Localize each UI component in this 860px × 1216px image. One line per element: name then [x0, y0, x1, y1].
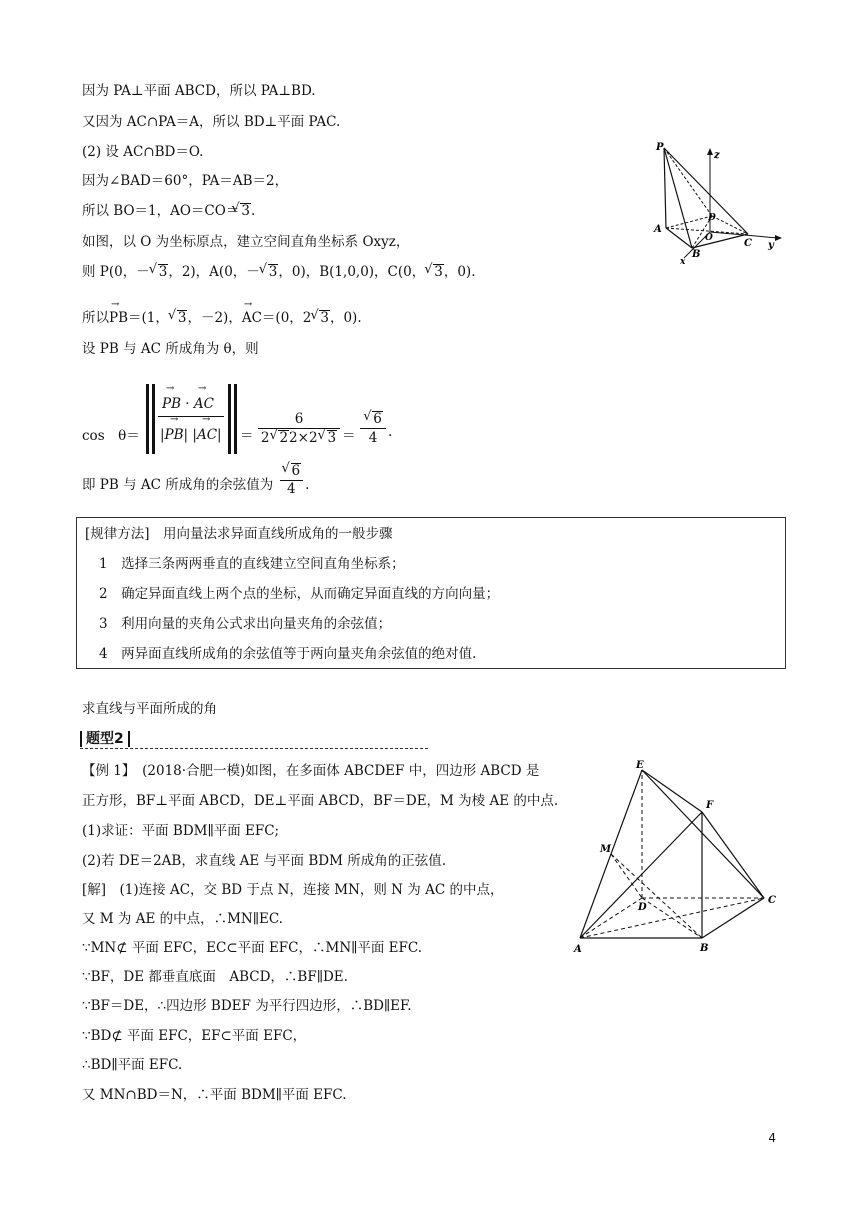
svg-text:B: B: [700, 943, 709, 954]
method-step: 2 确定异面直线上两个点的坐标，从而确定异面直线的方向向量；: [99, 586, 500, 602]
coordinates-line: 则 P(0，－√ 3，2)，A(0，－√ 3，0)，B(1,0,0)，C(0，√ 3，0).: [82, 263, 476, 281]
text-line: 因为 PA⊥平面 ABCD，所以 PA⊥BD.: [82, 83, 316, 99]
example-line: 正方形，BF⊥平面 ABCD，DE⊥平面 ABCD，BF＝DE，M 为棱 AE 的中点.: [82, 793, 559, 809]
method-box-title: [规律方法] 用向量法求异面直线所成角的一般步骤: [85, 526, 393, 542]
abs-bar-right: [228, 384, 231, 454]
text-line: 又因为 AC∩PA＝A，所以 BD⊥平面 PAC.: [82, 114, 341, 130]
svg-text:O: O: [705, 233, 713, 243]
solution-line: 又 M 为 AE 的中点，∴MN∥EC.: [82, 911, 283, 927]
svg-text:A: A: [574, 944, 582, 954]
cos-label: cos θ＝: [82, 428, 140, 444]
text-line: 设 PB 与 AC 所成角为 θ，则: [82, 341, 259, 357]
svg-text:D: D: [708, 213, 716, 223]
abs-bar-left: [146, 384, 149, 454]
svg-text:E: E: [636, 760, 644, 771]
figure-pyramid-coordinates: [650, 140, 790, 265]
text-line: 所以 BO＝1，AO＝CO＝√ 3.: [82, 202, 255, 220]
svg-text:C: C: [768, 895, 776, 906]
solution-line: ∵BD⊄ 平面 EFC，EF⊂平面 EFC，: [82, 1028, 307, 1044]
example-line: (1)求证：平面 BDM∥平面 EFC;: [82, 823, 280, 839]
conclusion-line: 即 PB 与 AC 所成角的余弦值为 √ $\frac{6}{4}$ .: [82, 473, 309, 498]
vector-line: 所以→ PB＝(1，√ 3，－2)，→ AC＝(0，2√ 3，0).: [82, 309, 362, 327]
svg-text:F: F: [706, 800, 714, 811]
svg-text:P: P: [656, 142, 664, 153]
svg-text:x: x: [680, 257, 686, 265]
svg-text:y: y: [768, 240, 774, 251]
method-step: 4 两异面直线所成角的余弦值等于两向量夹角余弦值的绝对值.: [99, 646, 477, 662]
abs-bar-right-2: [234, 384, 237, 454]
solution-line: ∴BD∥平面 EFC.: [82, 1057, 183, 1073]
text-line: 因为∠BAD＝60°，PA＝AB＝2，: [82, 173, 289, 189]
svg-text:C: C: [744, 238, 752, 249]
section-title: 求直线与平面所成的角: [82, 701, 217, 717]
text-line: 如图，以 O 为坐标原点，建立空间直角坐标系 Oxyz，: [82, 234, 410, 250]
svg-text:z: z: [714, 150, 720, 161]
dashed-divider: [80, 748, 428, 749]
svg-text:B: B: [692, 249, 701, 260]
value-fraction: 6 2√ 22×2√ 3: [258, 410, 340, 447]
svg-text:D: D: [638, 902, 647, 913]
svg-text:M: M: [600, 844, 612, 855]
solution-line: 又 MN∩BD＝N，∴平面 BDM∥平面 EFC.: [82, 1087, 347, 1103]
example-line: 【例 1】 (2018·合肥一模)如图，在多面体 ABCDEF 中，四边形 ABCD 是: [82, 763, 540, 779]
result-fraction: √ 6 4: [360, 410, 386, 447]
example-line: (2)若 DE＝2AB，求直线 AE 与平面 BDM 所成角的正弦值.: [82, 853, 446, 869]
abs-bar-left-2: [152, 384, 155, 454]
solution-line: ∵BF＝DE，∴四边形 BDEF 为平行四边形，∴BD∥EF.: [82, 998, 412, 1014]
solution-line: [解] (1)连接 AC，交 BD 于点 N，连接 MN，则 N 为 AC 的中点，: [82, 882, 504, 898]
method-box: [76, 517, 786, 669]
svg-text:A: A: [654, 224, 662, 235]
method-step: 1 选择三条两两垂直的直线建立空间直角坐标系；: [99, 556, 405, 572]
page-number: 4: [768, 1131, 776, 1145]
question-type-tag: 题型2: [80, 731, 130, 747]
cos-fraction: → → PB · AC → → |PB| |AC|: [158, 386, 224, 447]
figure-polyhedron-abcdef: [572, 758, 782, 954]
cos-formula: cos θ＝ → → PB · AC → → |PB| |AC| ＝ 6 2√ 22×2√ 3 ＝ √ 6 4 .: [82, 372, 482, 462]
method-step: 3 利用向量的夹角公式求出向量夹角的余弦值；: [99, 616, 392, 632]
solution-line: ∵MN⊄ 平面 EFC，EC⊂平面 EFC，∴MN∥平面 EFC.: [82, 940, 423, 956]
solution-line: ∵BF，DE 都垂直底面 ABCD，∴BF∥DE.: [82, 969, 348, 985]
text-line: (2) 设 AC∩BD＝O.: [82, 144, 204, 160]
